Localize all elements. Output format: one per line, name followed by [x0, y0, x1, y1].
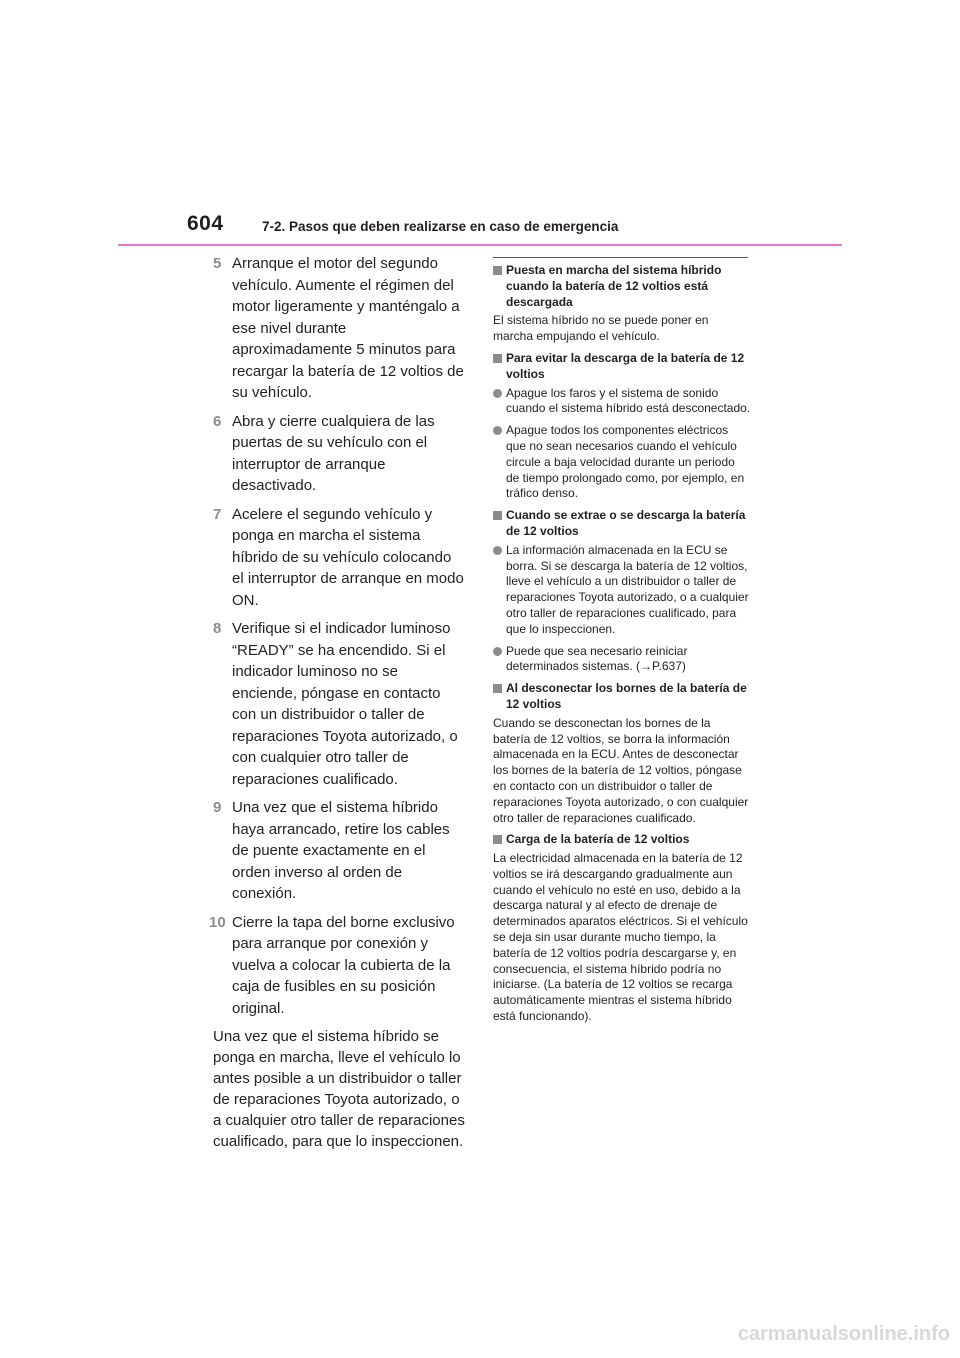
bullet-item: Apague todos los componentes eléctricos que no sean necesarios cuando el vehículo circule a baja velocidad durante un periodo de tiempo prolongado como, por ejemplo, en tráfico denso.	[493, 423, 751, 502]
heading-disconnect-terminals: Al desconectar los bornes de la batería de 12 voltios	[493, 681, 751, 713]
step-number: 5	[213, 255, 222, 272]
watermark: carmanualsonline.info	[737, 1323, 950, 1345]
heading-battery-removed: Cuando se extrae o se descarga la batería de 12 voltios	[493, 508, 751, 540]
heading-hybrid-start: Puesta en marcha del sistema híbrido cuando la batería de 12 voltios está descargada	[493, 263, 751, 310]
step-text: Acelere el segundo vehículo y ponga en marcha el sistema híbrido de su vehículo colocando el interruptor de arranque en modo ON.	[232, 505, 464, 609]
step-number: 6	[213, 412, 222, 430]
right-column-divider	[493, 257, 748, 258]
step-9	[213, 797, 465, 905]
header-divider	[118, 244, 842, 246]
right-column	[493, 257, 751, 1031]
step-7	[213, 504, 465, 612]
bullet-item: La información almacenada en la ECU se borra. Si se descarga la batería de 12 voltios, lleve el vehículo a un distribuidor o taller de reparaciones Toyota autorizado, o a cualquier otro taller de reparaciones cualificado, para que lo inspeccionen.	[493, 543, 751, 638]
bullet-item: Puede que sea necesario reiniciar determinados sistemas. (→P.637)	[493, 644, 751, 676]
step-text: Verifique si el indicador luminoso “READY” se ha encendido. Si el indicador luminoso no se enciende, póngase en contacto con un distribuidor o taller de reparaciones Toyota autorizado, o con cualquier otro taller de reparaciones cualificado.	[232, 620, 458, 788]
heading-battery-charge: Carga de la batería de 12 voltios	[493, 832, 751, 848]
closing-paragraph: Una vez que el sistema híbrido se ponga en marcha, lleve el vehículo lo antes posible a un distribuidor o taller de reparaciones Toyota autorizado, o a cualquier otro taller de reparaciones cualificado, para que lo inspeccionen.	[213, 1028, 465, 1150]
step-number: 8	[213, 620, 222, 637]
heading-prevent-discharge: Para evitar la descarga de la batería de 12 voltios	[493, 351, 751, 383]
step-number: 9	[213, 799, 222, 816]
bullet-item: Apague los faros y el sistema de sonido cuando el sistema híbrido está desconectado.	[493, 386, 751, 418]
page-number: 604	[187, 212, 224, 235]
step-number: 10	[209, 913, 226, 931]
step-text: Cierre la tapa del borne exclusivo para arranque por conexión y vuelva a colocar la cubierta de la caja de fusibles en su posición original.	[232, 913, 455, 1017]
paragraph: La electricidad almacenada en la batería de 12 voltios se irá descargando gradualmente aun cuando el vehículo no esté en uso, debido a la descarga natural y al efecto de drenaje de determinados aparatos eléctricos. Si el vehículo se deja sin usar durante mucho tiempo, la batería de 12 voltios podría descargarse y, en consecuencia, el sistema híbrido podría no iniciarse. (La batería de 12 voltios se recarga automáticamente mientras el sistema híbrido está funcionando).	[493, 851, 748, 1024]
section-title: 7-2. Pasos que deben realizarse en caso de emergencia	[262, 219, 619, 234]
left-column	[209, 253, 465, 1152]
step-6	[213, 411, 465, 497]
paragraph: Cuando se desconectan los bornes de la batería de 12 voltios, se borra la información almacenada en la ECU. Antes de desconectar los bornes de la batería de 12 voltios, póngase en contacto con un distribuidor o taller de reparaciones Toyota autorizado, o con cualquier otro taller de reparaciones cualificado.	[493, 715, 749, 825]
step-5	[213, 253, 465, 404]
step-text: Abra y cierre cualquiera de las puertas de su vehículo con el interruptor de arranque desactivado.	[232, 412, 435, 494]
paragraph: El sistema híbrido no se puede poner en marcha empujando el vehículo.	[493, 313, 709, 344]
step-8	[213, 618, 465, 790]
step-text: Arranque el motor del segundo vehículo. Aumente el régimen del motor ligeramente y manténgalo a ese nivel durante aproximadamente 5 minutos para recargar la batería de 12 voltios de su vehículo.	[232, 255, 464, 401]
step-text: Una vez que el sistema híbrido haya arrancado, retire los cables de puente exactamente en el orden inverso al orden de conexión.	[232, 799, 450, 902]
step-number: 7	[213, 505, 222, 523]
step-10	[209, 912, 465, 1020]
